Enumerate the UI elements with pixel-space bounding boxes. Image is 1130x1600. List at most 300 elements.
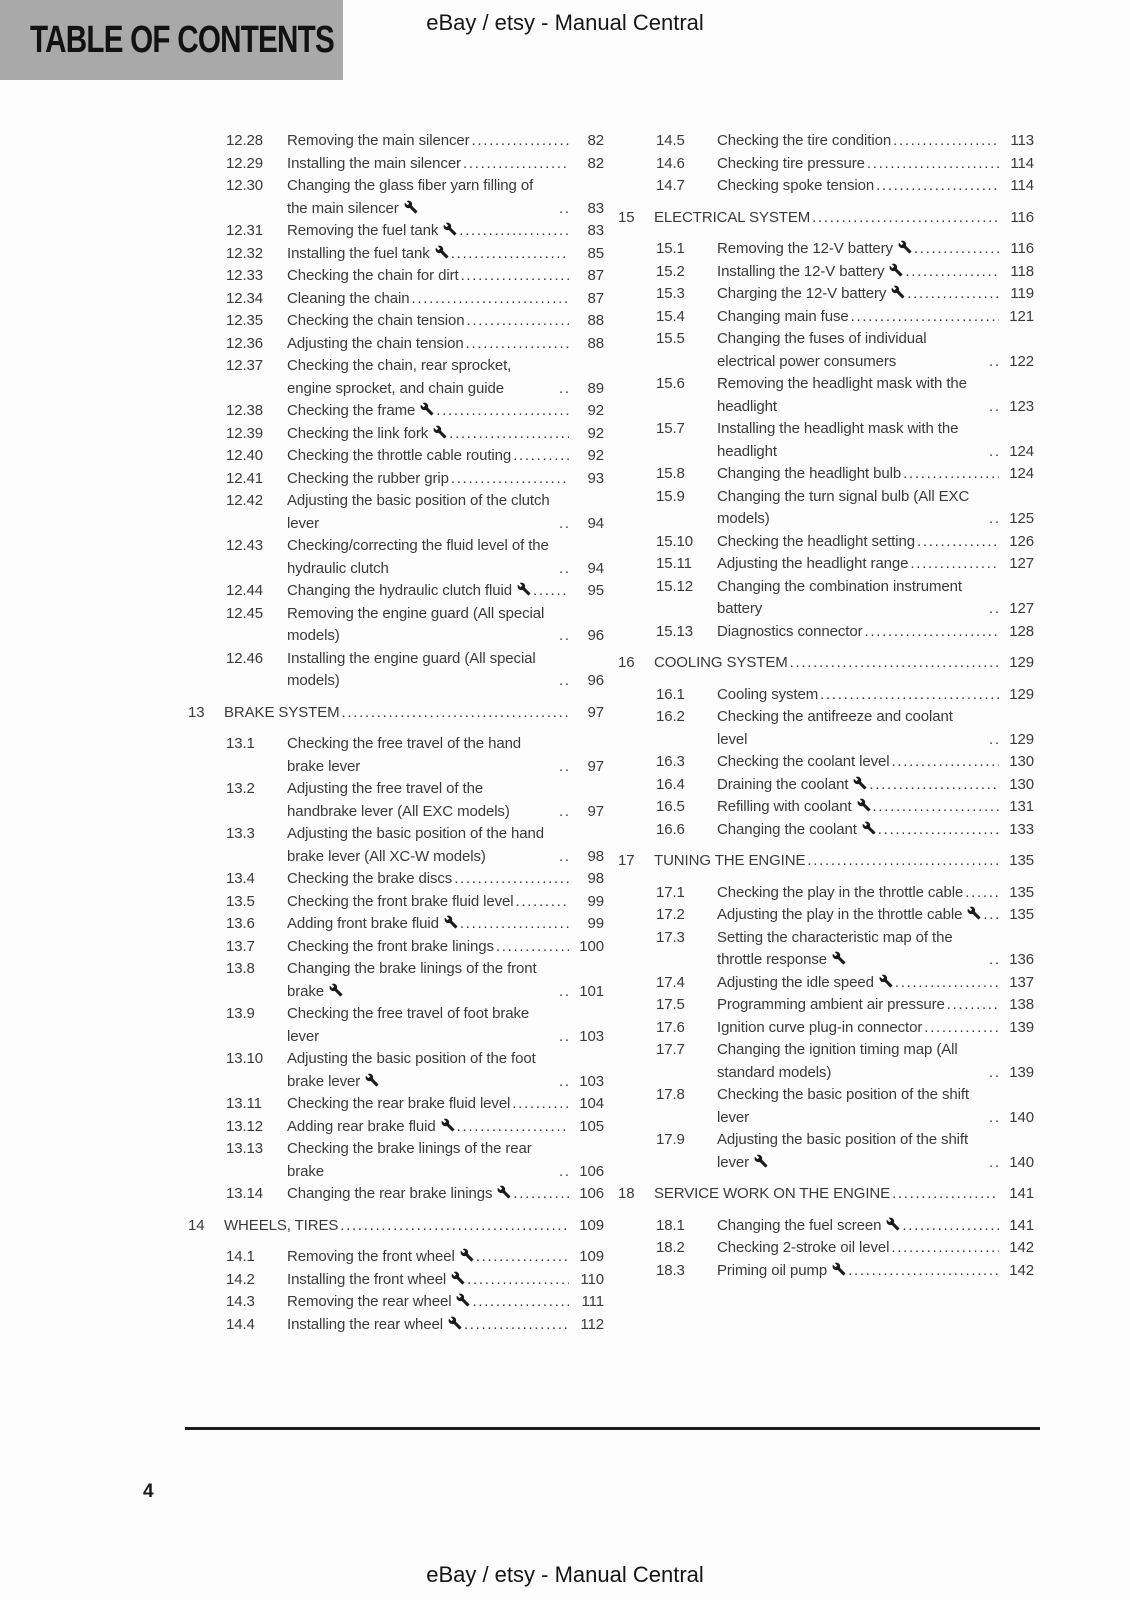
dot-leader (559, 558, 569, 581)
toc-entry-title: Adjusting the basic position of the clutch lever (287, 492, 550, 532)
toc-entry-title: ELECTRICAL SYSTEM (654, 208, 811, 226)
toc-section-row (188, 400, 604, 423)
toc-section-row (618, 621, 1034, 644)
toc-entry-title: Changing the fuses of individual electrical power consumers (717, 330, 927, 370)
toc-section-row (618, 796, 1034, 819)
dot-leader (516, 891, 569, 914)
toc-entry-page: 124 (1009, 465, 1034, 482)
toc-entry-page: 140 (1009, 1153, 1034, 1171)
toc-section-row (188, 153, 604, 176)
toc-entry-title: Removing the front wheel (287, 1246, 474, 1269)
toc-entry-number: 15.11 (656, 555, 692, 572)
toc-section-row (188, 1314, 604, 1337)
toc-entry-page: 131 (1009, 798, 1034, 815)
dot-leader (451, 468, 569, 491)
toc-entry-number: 12.28 (226, 132, 264, 149)
toc-entry-page: 106 (579, 1185, 604, 1202)
toc-entry-number: 15.2 (656, 262, 685, 280)
toc-chapter-row (618, 207, 1034, 230)
toc-entry-page: 98 (587, 847, 604, 865)
dot-leader (449, 423, 569, 446)
toc-section-row (618, 972, 1034, 995)
toc-entry-title: SERVICE WORK ON THE ENGINE (654, 1185, 891, 1202)
toc-entry-page: 133 (1009, 820, 1034, 838)
wrench-icon (754, 1154, 768, 1168)
toc-entry-number: 17.8 (656, 1086, 685, 1103)
toc-entry-number: 12.46 (226, 649, 264, 667)
dot-leader (876, 175, 999, 198)
toc-entry-title: Checking the throttle cable routing (287, 447, 512, 464)
dot-leader (864, 621, 999, 644)
toc-entry-number: 15.1 (656, 240, 685, 257)
dot-leader (451, 243, 569, 266)
toc-entry-page: 94 (587, 559, 604, 577)
toc-column-right (618, 130, 1034, 1282)
toc-entry-number: 18.3 (656, 1261, 685, 1279)
toc-entry-number: 17 (618, 852, 635, 869)
toc-entry-page: 101 (579, 982, 604, 1000)
toc-section-row (618, 261, 1034, 284)
wrench-icon (451, 1271, 465, 1285)
toc-entry-title: Installing the front wheel (287, 1269, 465, 1292)
toc-entry-number: 13.8 (226, 960, 255, 977)
dot-leader (559, 1071, 569, 1094)
toc-entry-title: Checking the chain tension (287, 312, 465, 329)
toc-entry-page: 139 (1009, 1063, 1034, 1081)
wrench-icon (862, 821, 876, 835)
toc-entry-page: 135 (1009, 883, 1034, 901)
toc-section-row (188, 603, 604, 648)
toc-entry-title: Changing the combination instrument battery (717, 577, 962, 617)
dot-leader (559, 625, 569, 648)
toc-entry-number: 13.12 (226, 1117, 264, 1135)
toc-section-row (188, 958, 604, 1003)
dot-leader (910, 553, 999, 576)
toc-entry-title: Removing the rear wheel (287, 1291, 470, 1314)
toc-entry-page: 121 (1009, 307, 1034, 325)
toc-entry-page: 139 (1009, 1018, 1034, 1036)
dot-leader (914, 238, 999, 261)
dot-leader (989, 396, 999, 419)
toc-section-row (618, 904, 1034, 927)
toc-entry-number: 15.9 (656, 487, 685, 505)
toc-section-row (618, 486, 1034, 531)
toc-entry-title: Removing the 12-V battery (717, 238, 912, 261)
toc-section-row (188, 1093, 604, 1116)
toc-entry-number: 17.7 (656, 1041, 685, 1058)
toc-entry-page: 83 (587, 222, 604, 239)
footer-watermark: eBay / etsy - Manual Central (426, 1562, 704, 1587)
toc-entry-title: Removing the fuel tank (287, 220, 457, 243)
toc-entry-page: 116 (1010, 240, 1034, 257)
dot-leader (989, 949, 999, 972)
dot-leader (989, 351, 999, 374)
toc-entry-title: Checking tire pressure (717, 154, 865, 172)
toc-entry-number: 12.41 (226, 469, 264, 487)
toc-entry-page: 130 (1009, 775, 1034, 793)
toc-entry-title: Checking the link fork (287, 423, 447, 446)
toc-section-row (188, 1246, 604, 1269)
toc-entry-title: Checking the headlight setting (717, 532, 915, 550)
toc-section-row (618, 175, 1034, 198)
toc-chapter-row (618, 652, 1034, 675)
toc-section-row (188, 423, 604, 446)
dot-leader (457, 1116, 569, 1139)
toc-entry-number: 12.36 (226, 334, 264, 352)
dot-leader (559, 846, 569, 869)
toc-entry-page: 106 (579, 1162, 604, 1180)
toc-entry-page: 129 (1009, 730, 1034, 748)
toc-entry-title: Adjusting the chain tension (287, 334, 464, 352)
toc-entry-page: 88 (587, 334, 604, 352)
toc-entry-page: 98 (587, 870, 604, 887)
toc-section-row (618, 684, 1034, 707)
toc-section-row (618, 328, 1034, 373)
toc-entry-page: 110 (580, 1270, 604, 1288)
toc-entry-number: 12.35 (226, 312, 264, 329)
toc-entry-page: 94 (587, 514, 604, 532)
toc-entry-page: 109 (579, 1216, 604, 1234)
toc-entry-title: Checking the play in the throttle cable (717, 883, 964, 901)
wrench-icon (433, 425, 447, 439)
toc-entry-number: 13.4 (226, 870, 255, 887)
toc-entry-page: 103 (579, 1027, 604, 1045)
toc-section-row (188, 1138, 604, 1183)
dot-leader (873, 796, 999, 819)
toc-section-row (618, 283, 1034, 306)
toc-section-row (188, 1269, 604, 1292)
toc-entry-page: 137 (1009, 973, 1034, 991)
toc-entry-number: 18 (618, 1185, 635, 1202)
wrench-icon (444, 915, 458, 929)
toc-entry-number: 15.3 (656, 285, 685, 302)
toc-entry-number: 17.9 (656, 1131, 685, 1148)
toc-entry-title: Checking 2-stroke oil level (717, 1239, 890, 1256)
toc-section-row (188, 1003, 604, 1048)
toc-section-row (188, 310, 604, 333)
toc-section-row (618, 153, 1034, 176)
dot-leader (461, 265, 569, 288)
dot-leader (907, 283, 999, 306)
toc-entry-title: Installing the headlight mask with the headlight (717, 420, 959, 460)
toc-entry-page: 103 (579, 1072, 604, 1090)
wrench-icon (832, 1262, 846, 1276)
toc-entry-number: 12.38 (226, 402, 264, 419)
toc-section-row (618, 1017, 1034, 1040)
wrench-icon (967, 906, 981, 920)
dot-leader (471, 130, 569, 153)
toc-entry-page: 97 (587, 703, 604, 721)
toc-entry-title: Changing the ignition timing map (All standard models) (717, 1041, 958, 1081)
dot-leader (411, 288, 569, 311)
toc-section-row (618, 238, 1034, 261)
wrench-icon (435, 245, 449, 259)
dot-leader (983, 904, 999, 927)
dot-leader (807, 850, 999, 873)
dot-leader (892, 751, 999, 774)
toc-entry-number: 12.37 (226, 357, 264, 374)
toc-section-row (188, 468, 604, 491)
footer-rule (185, 1427, 1040, 1430)
toc-entry-page: 93 (587, 469, 604, 487)
toc-entry-number: 12.30 (226, 177, 264, 194)
dot-leader (340, 1215, 569, 1238)
toc-section-row (188, 936, 604, 959)
toc-section-row (618, 1215, 1034, 1238)
dot-leader (902, 1215, 999, 1238)
toc-section-row (188, 913, 604, 936)
toc-entry-number: 15.7 (656, 420, 685, 437)
toc-entry-title: Diagnostics connector (717, 622, 863, 640)
toc-entry-number: 15.13 (656, 622, 694, 640)
toc-entry-number: 17.1 (656, 883, 685, 901)
wrench-icon (329, 983, 343, 997)
toc-entry-title: Installing the engine guard (All special models) (287, 649, 536, 689)
toc-banner-title: TABLE OF CONTENTS (30, 18, 334, 61)
dot-leader (464, 1314, 569, 1337)
toc-section-row (618, 1129, 1034, 1174)
toc-entry-number: 17.2 (656, 906, 685, 923)
dot-leader (790, 652, 999, 675)
toc-section-row (618, 1039, 1034, 1084)
toc-entry-page: 100 (579, 937, 604, 955)
toc-entry-number: 14.6 (656, 154, 685, 172)
toc-entry-number: 13.7 (226, 937, 255, 955)
toc-entry-title: Installing the 12-V battery (717, 261, 903, 284)
toc-column-left (188, 130, 604, 1336)
toc-section-row (618, 306, 1034, 329)
toc-entry-number: 13.10 (226, 1050, 264, 1067)
toc-entry-title: Changing the brake linings of the front brake (287, 960, 537, 1000)
dot-leader (812, 207, 999, 230)
toc-entry-number: 16.2 (656, 708, 685, 725)
dot-leader (848, 1260, 999, 1283)
toc-entry-number: 12.40 (226, 447, 264, 464)
wrench-icon (460, 1248, 474, 1262)
toc-entry-title: Priming oil pump (717, 1260, 846, 1283)
toc-entry-title: Checking/correcting the fluid level of the hydraulic clutch (287, 537, 549, 577)
toc-entry-title: Changing the glass fiber yarn filling of the main silencer (287, 177, 534, 217)
dot-leader (463, 153, 569, 176)
toc-entry-page: 109 (579, 1248, 604, 1265)
toc-entry-page: 127 (1009, 600, 1034, 617)
dot-leader (947, 994, 999, 1017)
toc-entry-title: Adjusting the headlight range (717, 555, 909, 572)
toc-entry-page: 82 (587, 132, 604, 149)
toc-entry-page: 128 (1009, 622, 1034, 640)
toc-section-row (618, 706, 1034, 751)
wrench-icon (886, 1217, 900, 1231)
dot-leader (559, 756, 569, 779)
toc-entry-number: 15.8 (656, 465, 685, 482)
toc-entry-title: Programming ambient air pressure (717, 996, 945, 1013)
toc-entry-number: 16 (618, 654, 635, 671)
dot-leader (917, 531, 999, 554)
dot-leader (989, 1062, 999, 1085)
toc-entry-title: Checking the rubber grip (287, 469, 449, 487)
toc-entry-title: Checking the free travel of the hand brake lever (287, 735, 522, 775)
toc-entry-page: 87 (587, 267, 604, 284)
wrench-icon (898, 240, 912, 254)
dot-leader (559, 1161, 569, 1184)
toc-entry-number: 13 (188, 703, 205, 721)
dot-leader (559, 670, 569, 693)
toc-entry-number: 12.29 (226, 154, 264, 172)
dot-leader (893, 130, 999, 153)
toc-entry-page: 140 (1009, 1108, 1034, 1126)
wrench-icon (857, 798, 871, 812)
toc-section-row (188, 175, 604, 220)
toc-entry-page: 141 (1009, 1216, 1034, 1234)
toc-section-row (188, 580, 604, 603)
dot-leader (472, 1291, 569, 1314)
toc-entry-title: Ignition curve plug-in connector (717, 1018, 923, 1036)
toc-entry-title: Adjusting the free travel of the handbrake lever (All EXC models) (287, 780, 510, 820)
toc-section-row (188, 265, 604, 288)
toc-entry-title: Checking the brake linings of the rear brake (287, 1140, 532, 1180)
toc-entry-page: 89 (587, 379, 604, 397)
toc-entry-page: 104 (579, 1095, 604, 1112)
wrench-icon (420, 402, 434, 416)
toc-entry-page: 83 (587, 199, 604, 217)
toc-section-row (618, 463, 1034, 486)
toc-section-row (618, 1260, 1034, 1283)
toc-entry-number: 16.5 (656, 798, 685, 815)
toc-entry-title: Adjusting the basic position of the foot brake lever (287, 1050, 536, 1090)
toc-entry-page: 99 (587, 915, 604, 932)
toc-entry-page: 82 (587, 154, 604, 172)
wrench-icon (441, 1118, 455, 1132)
toc-section-row (188, 891, 604, 914)
toc-entry-page: 92 (587, 447, 604, 464)
toc-entry-number: 12.33 (226, 267, 264, 284)
dot-leader (892, 1183, 999, 1206)
dot-leader (989, 1152, 999, 1175)
toc-entry-number: 14.2 (226, 1270, 255, 1288)
toc-entry-title: Checking the free travel of foot brake lever (287, 1005, 530, 1045)
toc-entry-number: 15.6 (656, 375, 685, 392)
dot-leader (459, 220, 569, 243)
toc-section-row (618, 819, 1034, 842)
toc-entry-number: 14 (188, 1216, 205, 1234)
toc-entry-number: 13.1 (226, 735, 255, 752)
dot-leader (965, 882, 999, 905)
toc-entry-number: 16.4 (656, 775, 685, 793)
dot-leader (513, 445, 569, 468)
toc-entry-title: Checking the antifreeze and coolant level (717, 708, 953, 748)
toc-entry-title: Changing the turn signal bulb (All EXC models) (717, 487, 970, 527)
toc-entry-title: Adjusting the idle speed (717, 972, 893, 995)
toc-entry-page: 114 (1010, 177, 1034, 194)
toc-section-row (618, 994, 1034, 1017)
dot-leader (820, 684, 999, 707)
toc-entry-number: 15.4 (656, 307, 685, 325)
toc-entry-number: 12.31 (226, 222, 264, 239)
toc-section-row (188, 445, 604, 468)
toc-entry-title: Checking the front brake linings (287, 937, 494, 955)
toc-entry-title: Checking the basic position of the shift lever (717, 1086, 969, 1126)
toc-section-row (618, 882, 1034, 905)
toc-section-row (188, 778, 604, 823)
toc-entry-title: Changing the fuel screen (717, 1215, 900, 1238)
toc-entry-title: Removing the main silencer (287, 132, 470, 149)
toc-entry-number: 14.7 (656, 177, 685, 194)
toc-section-row (618, 130, 1034, 153)
toc-section-row (188, 823, 604, 868)
toc-entry-number: 14.3 (226, 1293, 255, 1310)
toc-entry-title: Changing the headlight bulb (717, 465, 902, 482)
toc-entry-page: 85 (587, 244, 604, 262)
toc-entry-page: 126 (1009, 532, 1034, 550)
toc-section-row (188, 648, 604, 693)
dot-leader (476, 1246, 569, 1269)
toc-entry-number: 15.10 (656, 532, 694, 550)
toc-section-row (618, 927, 1034, 972)
toc-entry-page: 129 (1009, 654, 1034, 671)
toc-section-row (618, 553, 1034, 576)
toc-entry-number: 14.5 (656, 132, 685, 149)
toc-section-row (618, 418, 1034, 463)
toc-chapter-row (188, 702, 604, 725)
wrench-icon (879, 974, 893, 988)
dot-leader (891, 1237, 999, 1260)
toc-entry-page: 87 (587, 289, 604, 307)
toc-entry-page: 141 (1009, 1185, 1034, 1202)
toc-entry-title: Checking the brake discs (287, 870, 453, 887)
dot-leader (924, 1017, 999, 1040)
toc-entry-title: Adding front brake fluid (287, 913, 458, 936)
toc-entry-number: 12.39 (226, 424, 264, 442)
toc-entry-title: Cooling system (717, 685, 819, 703)
toc-section-row (188, 868, 604, 891)
toc-section-row (188, 1116, 604, 1139)
dot-leader (559, 513, 569, 536)
toc-entry-number: 12.45 (226, 604, 264, 622)
dot-leader (512, 1093, 569, 1116)
toc-entry-title: Checking the rear brake fluid level (287, 1095, 511, 1112)
wrench-icon (517, 582, 531, 596)
dot-leader (559, 198, 569, 221)
toc-entry-page: 105 (579, 1117, 604, 1135)
toc-entry-title: Cleaning the chain (287, 289, 410, 307)
toc-entry-title: Adjusting the play in the throttle cable (717, 904, 981, 927)
toc-entry-title: Checking the coolant level (717, 753, 890, 770)
toc-chapter-row (188, 1215, 604, 1238)
dot-leader (454, 868, 569, 891)
wrench-icon (497, 1185, 511, 1199)
toc-entry-title: Setting the characteristic map of the throttle response (717, 928, 953, 968)
toc-entry-number: 12.44 (226, 582, 264, 599)
dot-leader (878, 819, 999, 842)
toc-entry-number: 13.9 (226, 1005, 255, 1022)
toc-section-row (188, 355, 604, 400)
toc-entry-page: 88 (587, 312, 604, 329)
wrench-icon (889, 263, 903, 277)
toc-section-row (618, 531, 1034, 554)
toc-entry-title: Charging the 12-V battery (717, 283, 905, 306)
dot-leader (496, 936, 569, 959)
toc-entry-title: TUNING THE ENGINE (654, 852, 806, 869)
toc-entry-page: 122 (1009, 352, 1034, 370)
toc-section-row (618, 774, 1034, 797)
toc-entry-title: Installing the main silencer (287, 154, 461, 172)
toc-entry-title: Checking the chain for dirt (287, 267, 459, 284)
toc-entry-page: 124 (1009, 442, 1034, 460)
toc-section-row (618, 1084, 1034, 1129)
toc-section-row (188, 733, 604, 778)
toc-entry-title: Refilling with coolant (717, 796, 871, 819)
toc-entry-title: Checking the front brake fluid level (287, 892, 514, 910)
